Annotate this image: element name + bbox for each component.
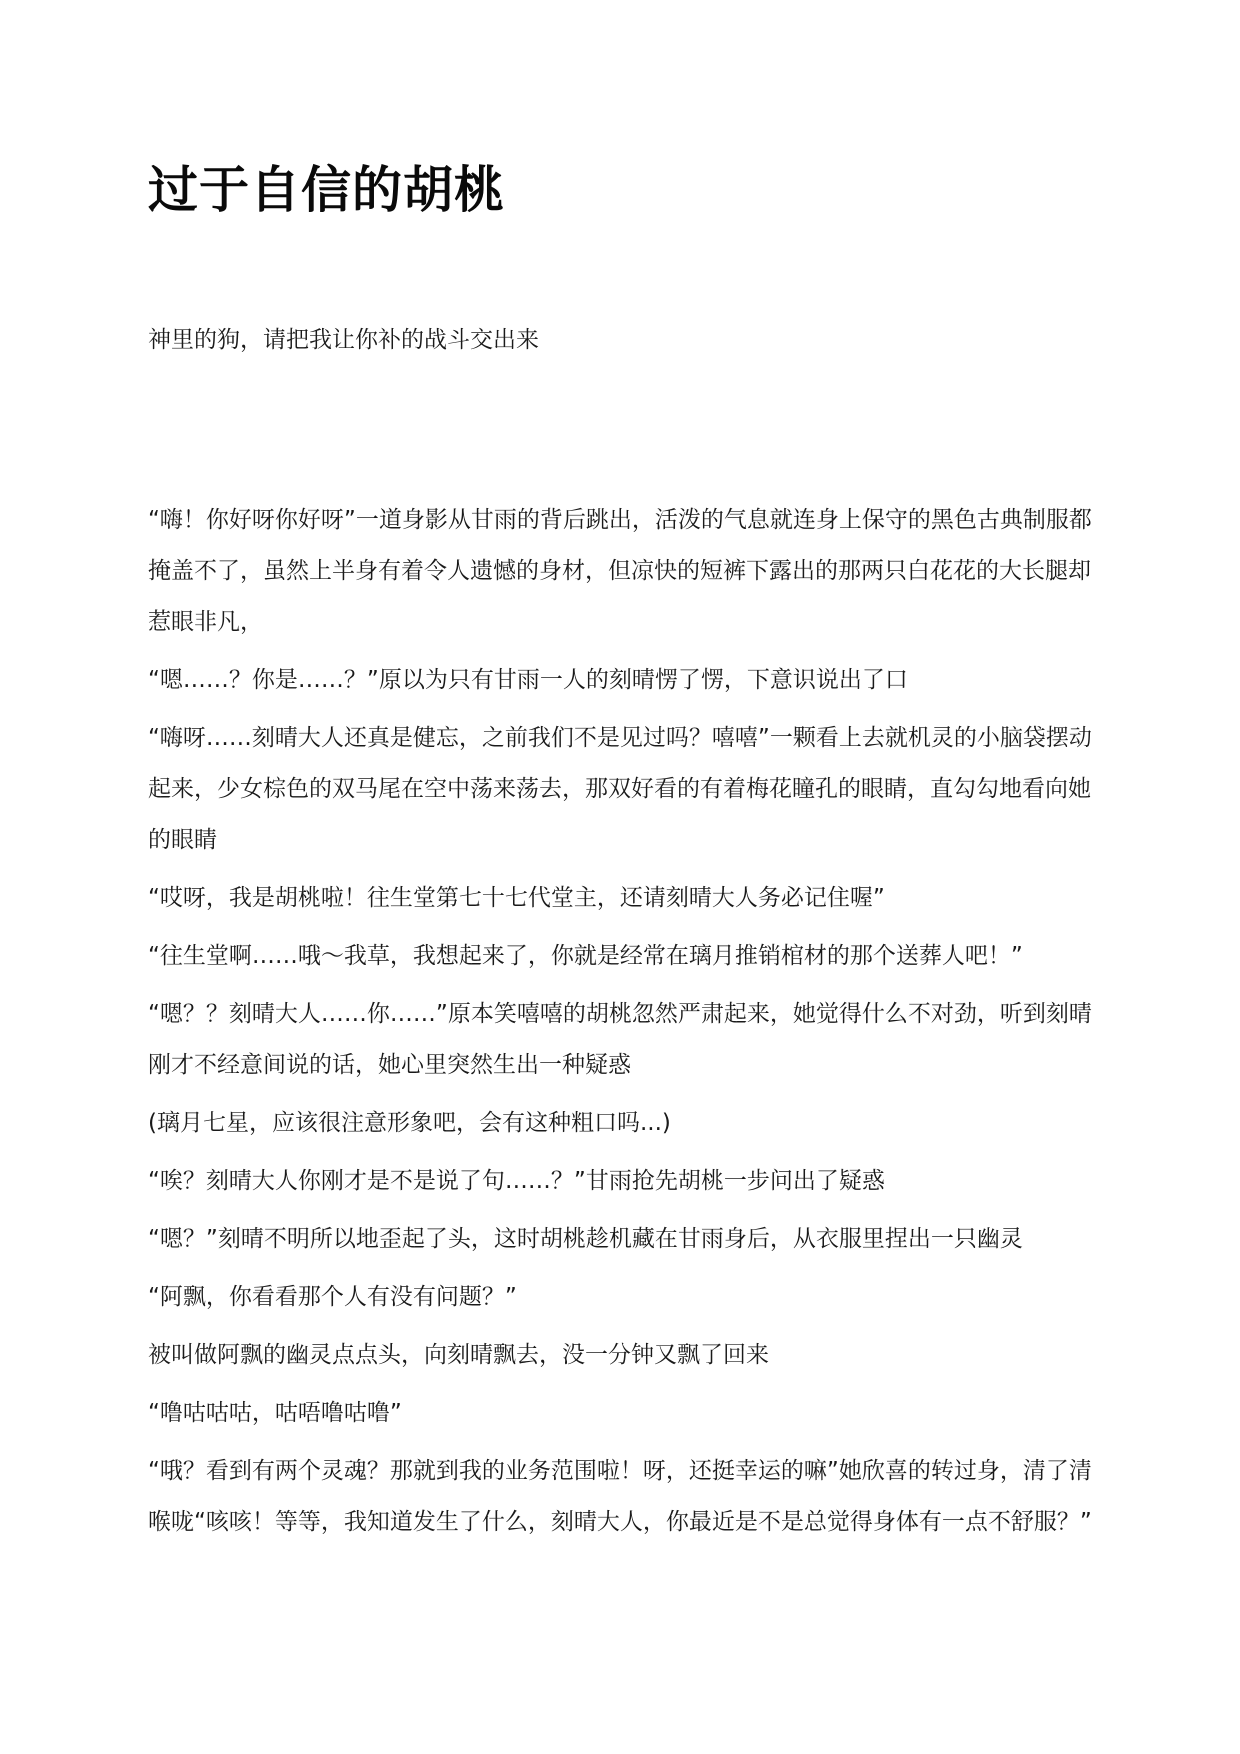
paragraph: “噜咕咕咕，咕唔噜咕噜” — [148, 1400, 402, 1426]
paragraph: “嗯？”刻晴不明所以地歪起了头，这时胡桃趁机藏在甘雨身后，从衣服里捏出一只幽灵 — [148, 1226, 1023, 1252]
paragraph: (璃月七星，应该很注意形象吧，会有这种粗口吗...) — [148, 1110, 671, 1136]
paragraph: “阿飘，你看看那个人有没有问题？” — [148, 1284, 517, 1310]
paragraph: “嗯？？刻晴大人……你……”原本笑嘻嘻的胡桃忽然严肃起来，她觉得什么不对劲，听到刻晴刚才不经意间说的话，她心里突然生出一种疑惑 — [148, 1001, 1092, 1078]
paragraph: “嗯……？你是……？”原以为只有甘雨一人的刻晴愣了愣，下意识说出了口 — [148, 667, 908, 693]
paragraph: “哎呀，我是胡桃啦！往生堂第七十七代堂主，还请刻晴大人务必记住喔” — [148, 885, 885, 911]
document-title: 过于自信的胡桃 — [148, 161, 505, 219]
paragraph: “嗨！你好呀你好呀”一道身影从甘雨的背后跳出，活泼的气息就连身上保守的黑色古典制服都掩盖不了，虽然上半身有着令人遗憾的身材，但凉快的短裤下露出的那两只白花花的大长腿却惹眼非凡， — [148, 507, 1092, 635]
document-subtitle: 神里的狗，请把我让你补的战斗交出来 — [148, 327, 539, 353]
paragraph: “哦？看到有两个灵魂？那就到我的业务范围啦！呀，还挺幸运的嘛”她欣喜的转过身，清了清喉咙“咳咳！等等，我知道发生了什么，刻晴大人，你最近是不是总觉得身体有一点不舒服？” — [148, 1458, 1092, 1535]
paragraph: “唉？刻晴大人你刚才是不是说了句……？”甘雨抢先胡桃一步问出了疑惑 — [148, 1168, 885, 1194]
paragraph: “嗨呀……刻晴大人还真是健忘，之前我们不是见过吗？嘻嘻”一颗看上去就机灵的小脑袋摆动起来，少女棕色的双马尾在空中荡来荡去，那双好看的有着梅花瞳孔的眼睛，直勾勾地看向她的眼睛 — [148, 725, 1092, 853]
document-body — [148, 495, 1094, 1555]
paragraph: “往生堂啊……哦～我草，我想起来了，你就是经常在璃月推销棺材的那个送葬人吧！” — [148, 943, 1023, 969]
paragraph: 被叫做阿飘的幽灵点点头，向刻晴飘去，没一分钟又飘了回来 — [148, 1342, 769, 1368]
